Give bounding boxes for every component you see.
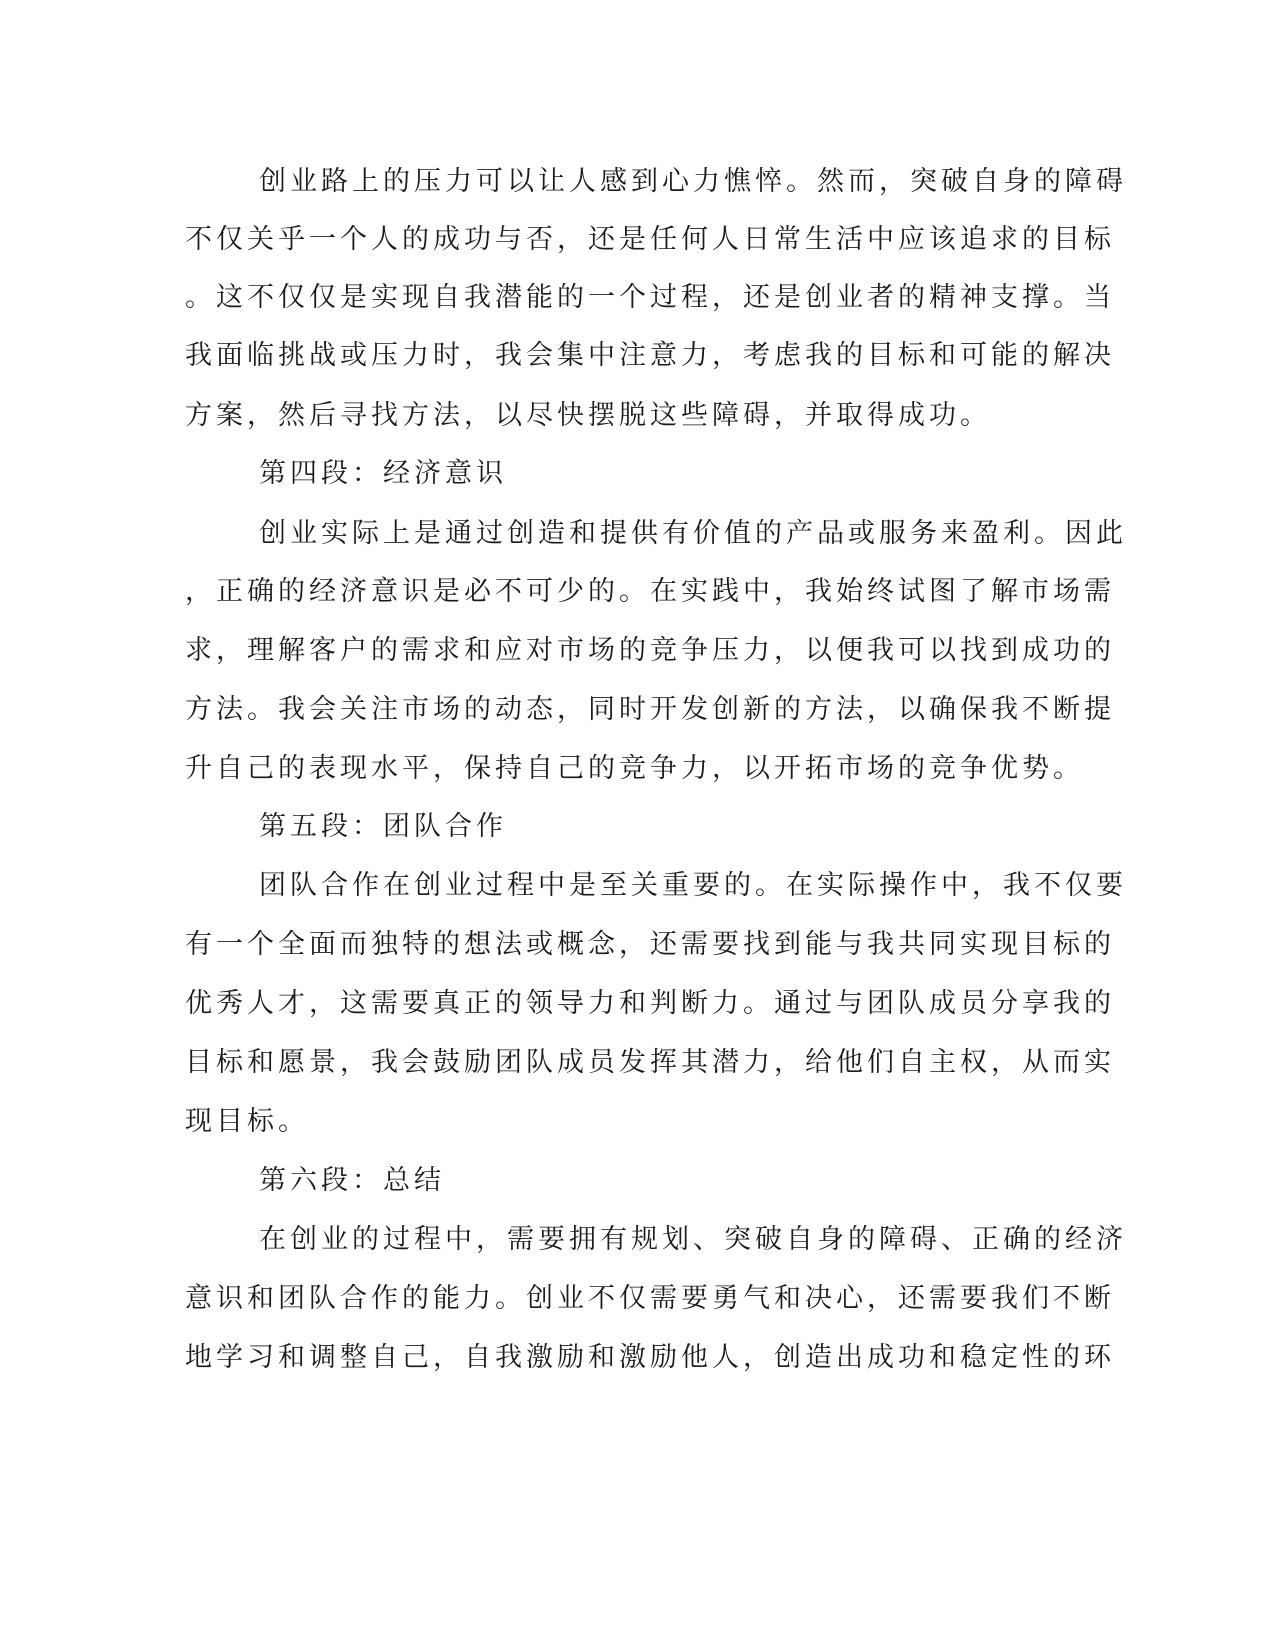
paragraph-line: 升自己的表现水平，保持自己的竞争力，以开拓市场的竞争优势。 [185,753,1084,784]
paragraph-line: 不仅关乎一个人的成功与否，还是任何人日常生活中应该追求的目标 [185,224,1115,255]
paragraph-line: 我面临挑战或压力时，我会集中注意力，考虑我的目标和可能的解决 [185,340,1115,371]
paragraph-line: 在创业的过程中，需要拥有规划、突破自身的障碍、正确的经济 [259,1224,1127,1255]
section-heading: 第五段：团队合作 [259,811,507,842]
paragraph-line: 方案，然后寻找方法，以尽快摆脱这些障碍，并取得成功。 [185,400,991,431]
paragraph-line: 意识和团队合作的能力。创业不仅需要勇气和决心，还需要我们不断 [185,1283,1115,1314]
paragraph-line: 创业路上的压力可以让人感到心力憔悴。然而，突破自身的障碍 [259,166,1127,197]
paragraph-line: 创业实际上是通过创造和提供有价值的产品或服务来盈利。因此 [259,518,1127,549]
paragraph-line: 现目标。 [185,1106,309,1137]
section-heading: 第四段：经济意识 [259,458,507,489]
section-heading: 第六段：总结 [259,1165,445,1196]
paragraph-line: 团队合作在创业过程中是至关重要的。在实际操作中，我不仅要 [259,870,1127,901]
paragraph-line: 地学习和调整自己，自我激励和激励他人，创造出成功和稳定性的环 [185,1342,1115,1373]
paragraph-line: 求，理解客户的需求和应对市场的竞争压力，以便我可以找到成功的 [185,635,1115,666]
paragraph-line: 。这不仅仅是实现自我潜能的一个过程，还是创业者的精神支撑。当 [185,282,1115,313]
paragraph-line: 有一个全面而独特的想法或概念，还需要找到能与我共同实现目标的 [185,929,1115,960]
paragraph-line: 方法。我会关注市场的动态，同时开发创新的方法，以确保我不断提 [185,694,1115,725]
paragraph-line: 优秀人才，这需要真正的领导力和判断力。通过与团队成员分享我的 [185,988,1115,1019]
paragraph-line: ，正确的经济意识是必不可少的。在实践中，我始终试图了解市场需 [185,576,1115,607]
paragraph-line: 目标和愿景，我会鼓励团队成员发挥其潜力，给他们自主权，从而实 [185,1047,1115,1078]
